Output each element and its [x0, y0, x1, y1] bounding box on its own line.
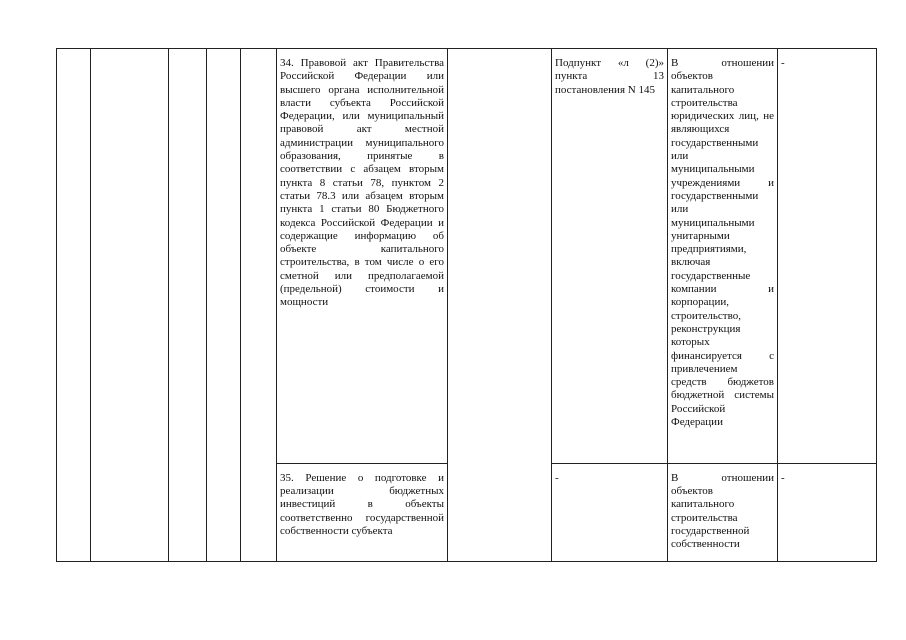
last-cell: [778, 49, 877, 464]
table-row: [57, 49, 877, 464]
scope-text: В отношении объектов капитального строительства государственной собственности: [671, 471, 774, 551]
table-cell-empty: [91, 49, 169, 562]
table-cell-empty: [57, 49, 91, 562]
requirements-table: [56, 48, 877, 562]
source-cell: [552, 49, 668, 464]
source-cell: [552, 463, 668, 561]
scope-text: В отношении объектов капитального строительства юридических лиц, не являющихся государственными или муниципальными учреждениями и государственными или муниципальными унитарными предприятиями, включая государственные компании и корпорации, строительство, реконструкция которых финансируется с привлечением средств бюджетов бюджетной системы Российской Федерации: [671, 57, 774, 429]
last-cell: [778, 463, 877, 561]
dash-text: -: [781, 471, 785, 484]
scope-cell: [668, 463, 778, 561]
source-text: Подпункт «л (2)» пункта 13 постановления N 145: [555, 57, 664, 96]
legal-act-text: 35. Решение о подготовке и реализации бюджетных инвестиций в объекты соответственно государственной собственности субъекта: [280, 471, 444, 537]
legal-act-cell: [277, 49, 448, 464]
scope-cell: [668, 49, 778, 464]
legal-act-cell: [277, 463, 448, 561]
table-cell-empty: [169, 49, 207, 562]
dash-text: -: [781, 57, 785, 69]
table-cell-empty: [448, 49, 552, 562]
table-cell-empty: [241, 49, 277, 562]
legal-act-text: 34. Правовой акт Правительства Российской Федерации или высшего органа исполнительной власти субъекта Российской Федерации, или муниципальный правовой акт местной администрации муниципального образования, принятые в соответствии с абзацем вторым пункта 8 статьи 78, пунктом 2 статьи 78.3 или абзацем вторым пункта 1 статьи 80 Бюджетного кодекса Российской Федерации и содержащие информацию об объекте капитального строительства, в том числе о его сметной или предполагаемой (предельной) стоимости и мощности: [280, 57, 444, 309]
table-cell-empty: [207, 49, 241, 562]
source-text: -: [555, 471, 559, 484]
